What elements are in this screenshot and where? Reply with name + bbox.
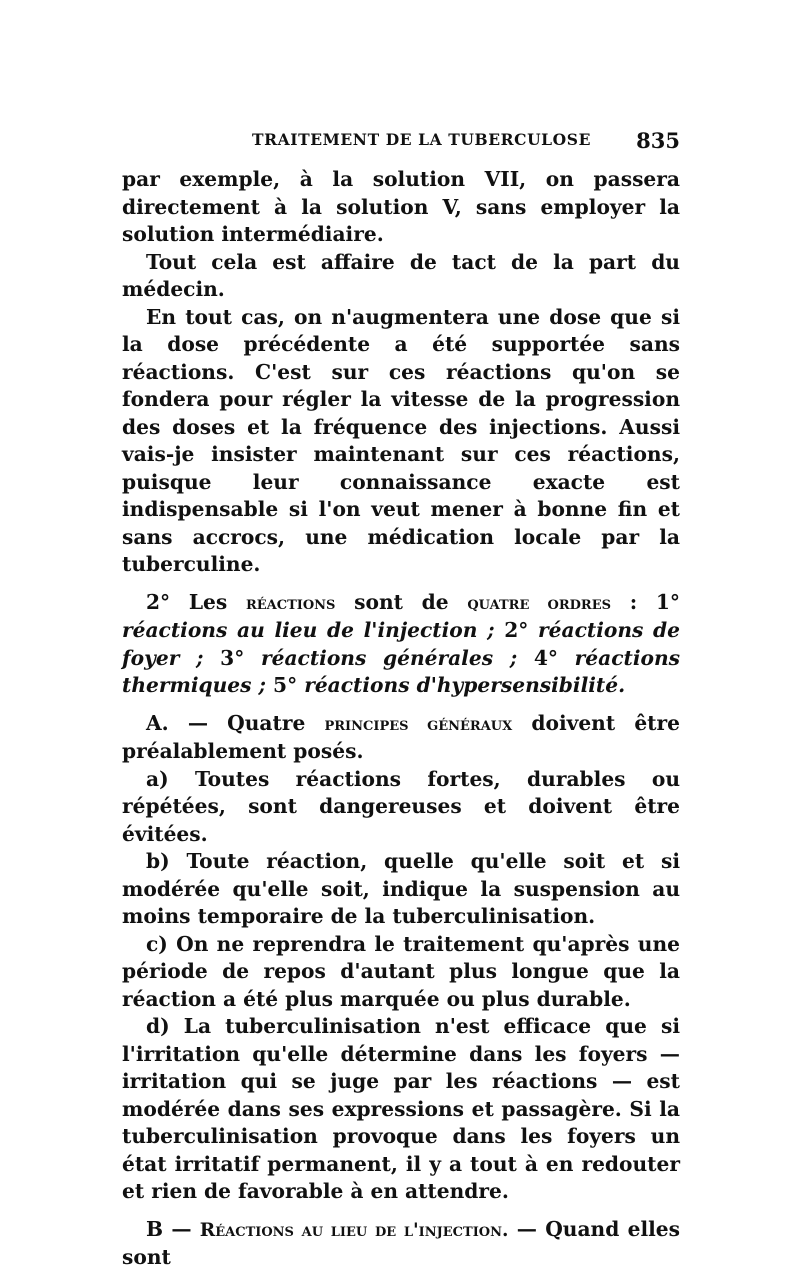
paragraph-principle-d: d) La tuberculinisation n'est efficace que si l'irritation qu'elle détermine dans les foyers — irritation qui se juge par les réactions — est modérée dans ses expressions et passagère. Si la tuberculinisation provoque dans les foyers un état irritatif permanent, il y a tout à en redouter et rien de favorable à en attendre.	[122, 1014, 680, 1203]
paragraph-continuation: par exemple, à la solution VII, on passera directement à la solution V, sans employer la solution intermédiaire.	[122, 167, 680, 246]
paragraph-tact: Tout cela est affaire de tact de la part du médecin.	[122, 249, 680, 301]
text-run: doivent être préalablement posés.	[122, 710, 680, 763]
text-run: sont de	[335, 589, 468, 614]
italic-item: réactions de foyer ;	[122, 618, 681, 670]
smallcaps-term: quatre ordres	[467, 592, 612, 614]
italic-item: réactions générales ;	[260, 645, 518, 670]
text-run: Les	[188, 589, 246, 614]
running-header	[122, 128, 680, 154]
smallcaps-term: réactions	[245, 592, 336, 614]
body-text	[122, 166, 680, 1272]
list-number: 5°	[266, 673, 305, 697]
italic-item: réactions d'hypersensibilité.	[304, 673, 626, 697]
text-run: B —	[146, 1216, 200, 1241]
text-run: . C'est sur ces réactions qu'on se fondera pour régler la vitesse de la progression des doses et la fréquence des injections. Aussi vais-je insister maintenant sur ces réactions, puisque leur connaissance exacte est indispensable si l'on veut mener à bonne fin et sans accrocs, une médication locale par la tuberculine.	[122, 359, 680, 576]
paragraph-principle-a: a) Toutes réactions fortes, durables ou répétées, sont dangereuses et doivent être évitées.	[122, 766, 680, 846]
italic-item: réactions thermiques ;	[122, 645, 681, 697]
smallcaps-heading: Réactions au lieu de l'injection.	[199, 1219, 509, 1241]
paragraph-principles	[122, 710, 680, 766]
text-run: :	[611, 589, 656, 614]
paragraph-section-b	[122, 1216, 680, 1272]
text-run: — Quand elles sont	[122, 1216, 680, 1269]
list-number: 1°	[655, 589, 681, 614]
list-number: 3°	[203, 645, 261, 670]
paragraph-principle-b: b) Toute réaction, quelle qu'elle soit et si modérée qu'elle soit, indique la suspension au moins temporaire de la tuberculinisation.	[122, 849, 680, 928]
text-run: A. — Quatre	[146, 710, 325, 735]
list-number: 4°	[517, 645, 575, 670]
text-run: En tout cas, on n'augmentera une dose que si la dose précédente a été supportée sans	[122, 304, 680, 356]
paragraph-doses	[122, 304, 680, 579]
paragraph-principle-c: c) On ne reprendra le traitement qu'après une période de repos d'autant plus longue que la réaction a été plus marquée ou plus durable.	[122, 931, 680, 1011]
bold-term-reactions: réactions	[122, 359, 228, 384]
section-number: 2°	[146, 589, 189, 614]
smallcaps-term: principes généraux	[324, 713, 513, 735]
list-number: 2°	[494, 618, 539, 642]
paragraph-orders	[122, 589, 680, 700]
page-number: 835	[636, 128, 680, 153]
running-title: TRAITEMENT DE LA TUBERCULOSE	[252, 130, 591, 149]
italic-item: réactions au lieu de l'injection ;	[122, 618, 495, 642]
